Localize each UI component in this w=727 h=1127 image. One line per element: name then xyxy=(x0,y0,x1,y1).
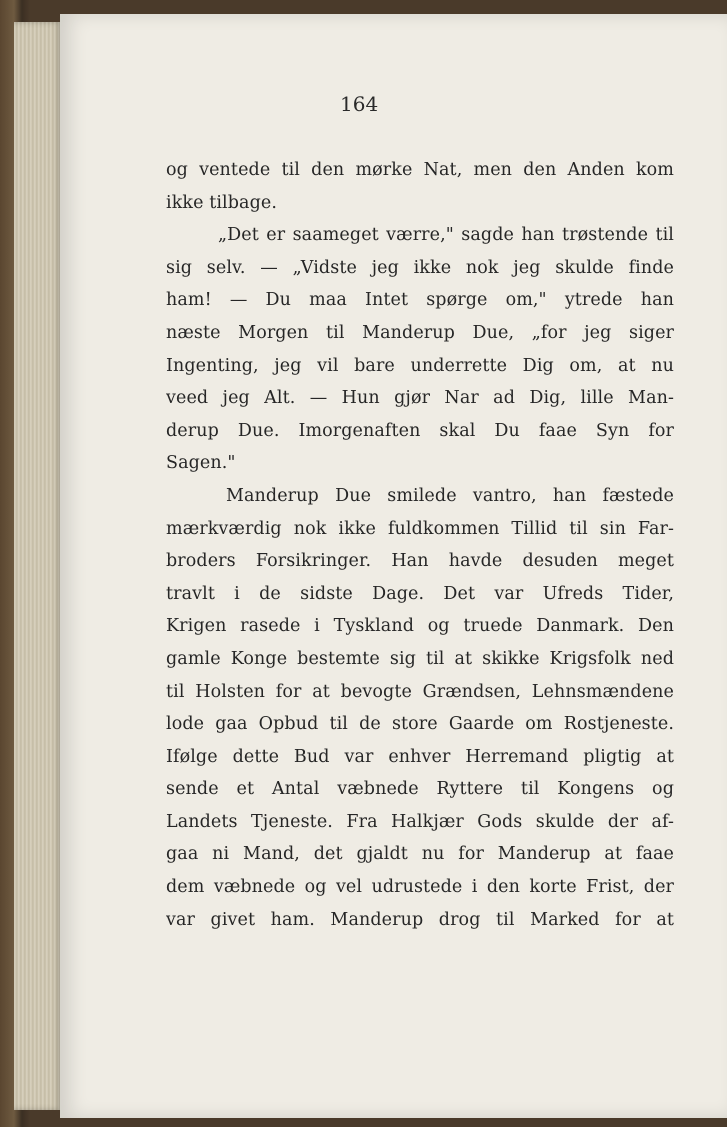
text-line: var givet ham. Manderup drog til Marked for at xyxy=(166,909,674,930)
text-line: dem væbnede og vel udrustede i den korte Frist, der xyxy=(166,877,674,898)
text-line: og ventede til den mørke Nat, men den Anden kom xyxy=(166,160,674,180)
text-line: sende et Antal væbnede Ryttere til Kongens og xyxy=(166,779,674,800)
body-text xyxy=(166,154,674,936)
text-line: Krigen rasede i Tyskland og truede Danmark. Den xyxy=(166,616,674,637)
text-line: næste Morgen til Manderup Due, „for jeg siger xyxy=(166,322,674,343)
text-line: derup Due. Imorgenaften skal Du faae Syn for xyxy=(166,420,674,441)
text-line: broders Forsikringer. Han havde desuden meget xyxy=(166,551,674,572)
text-line: ikke tilbage. xyxy=(166,192,278,213)
text-line: Landets Tjeneste. Fra Halkjær Gods skulde der af- xyxy=(166,811,674,832)
text-line: ham! — Du maa Intet spørge om," ytrede han xyxy=(166,290,674,311)
text-line: Manderup Due smilede vantro, han fæstede xyxy=(226,485,674,506)
text-line: veed jeg Alt. — Hun gjør Nar ad Dig, lille Man- xyxy=(166,388,674,409)
text-line: Ingenting, jeg vil bare underrette Dig om, at nu xyxy=(166,355,674,376)
text-line: Ifølge dette Bud var enhver Herremand pligtig at xyxy=(166,746,674,767)
text-line: sig selv. — „Vidste jeg ikke nok jeg skulde finde xyxy=(166,257,674,278)
text-line: mærkværdig nok ikke fuldkommen Tillid til sin Far- xyxy=(166,518,674,539)
page-edges xyxy=(14,22,62,1110)
text-line: til Holsten for at bevogte Grændsen, Lehnsmændene xyxy=(166,681,674,702)
text-line: gamle Konge bestemte sig til at skikke Krigsfolk ned xyxy=(166,648,674,669)
text-line: gaa ni Mand, det gjaldt nu for Manderup at faae xyxy=(166,844,674,865)
text-line: travlt i de sidste Dage. Det var Ufreds Tider, xyxy=(166,583,674,604)
text-line: Sagen." xyxy=(166,453,236,474)
text-line: „Det er saameget værre," sagde han trøstende til xyxy=(218,225,674,246)
text-line: lode gaa Opbud til de store Gaarde om Rostjeneste. xyxy=(166,714,674,735)
